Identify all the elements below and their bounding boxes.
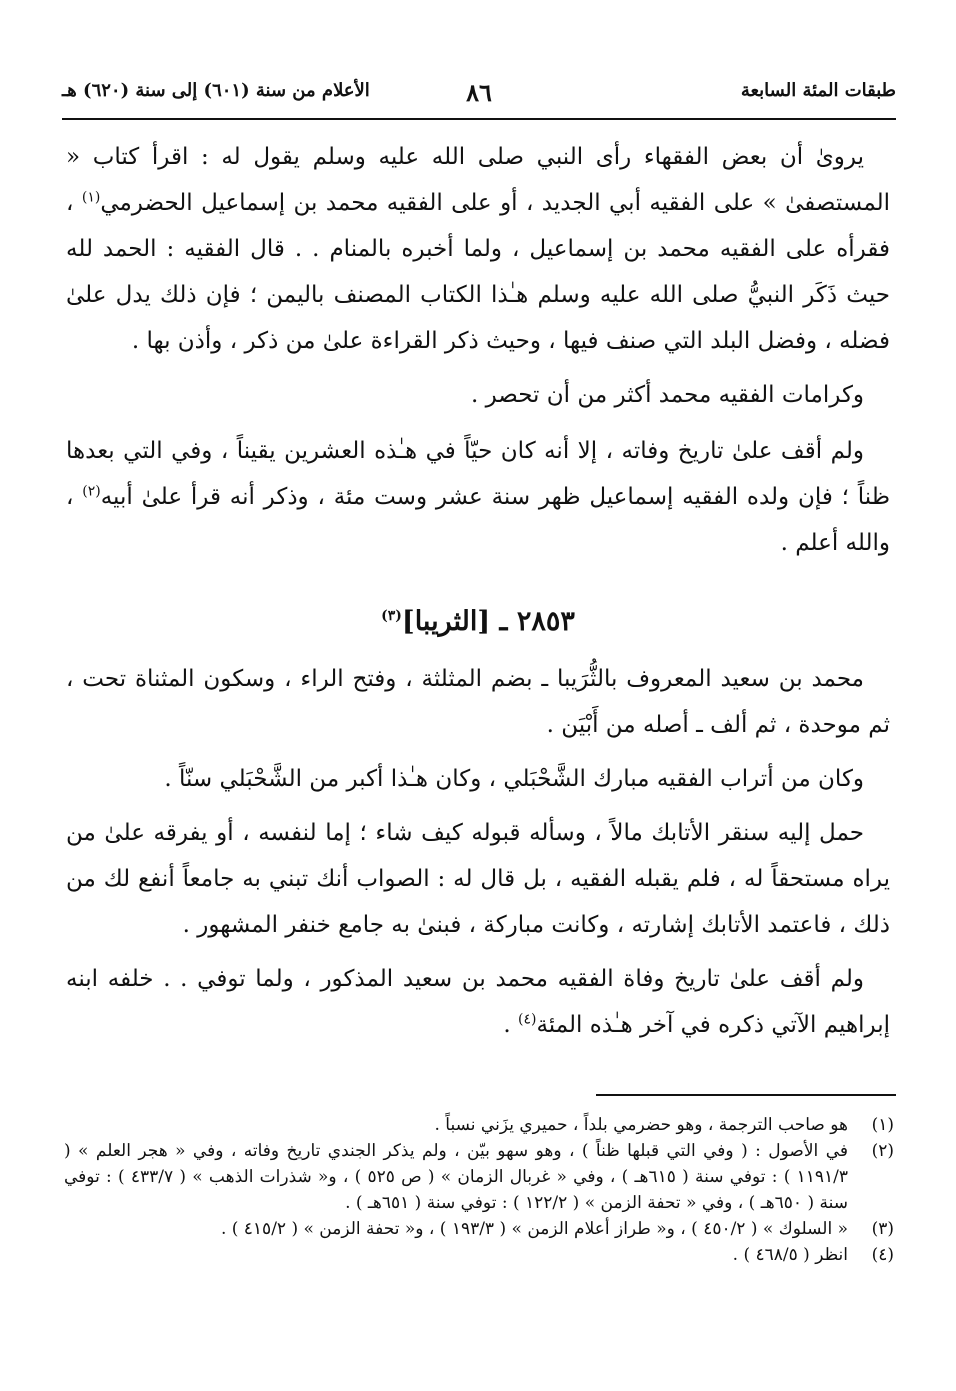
paragraph-mosque: حمل إليه سنقر الأتابك مالاً ، وسأله قبوله كيف شاء ؛ إما لنفسه ، أو يفرقه علىٰ من يراه مستحقاً له ، فلم يقبله الفقيه ، بل قال له : الصواب أنك تبني به جامعاً أنفع لك من ذلك ، فاعتمد الأتابك إشارته ، وكانت مباركة ، فبنىٰ به جامع خنفر المشهور . bbox=[66, 820, 890, 938]
header-rule bbox=[62, 118, 896, 120]
paragraph-text: ، والله أعلم . bbox=[66, 484, 890, 556]
paragraph-dream bbox=[66, 134, 890, 364]
paragraph-death-date bbox=[66, 428, 890, 566]
footnote-marker: (١) bbox=[81, 189, 101, 206]
footnotes bbox=[64, 1112, 894, 1268]
footnote-item bbox=[64, 1138, 894, 1216]
footnote-number: (٤) bbox=[871, 1245, 894, 1265]
footnote-number: (٢) bbox=[871, 1141, 894, 1161]
footnote-text: انظر ( ٤٦٨/٥ ) . bbox=[732, 1245, 848, 1265]
paragraph-peers: وكان من أتراب الفقيه مبارك الشَّحْبَلي ، وكان هـٰذا أكبر من الشَّحْبَلي سنّاً . bbox=[164, 766, 864, 792]
footnote-number: (١) bbox=[871, 1115, 894, 1135]
paragraph-text: ولم أقف علىٰ تاريخ وفاته ، إلا أنه كان حيّاً في هـٰذه العشرين يقيناً ، وفي التي بعدها ظناً ؛ فإن ولده الفقيه إسماعيل ظهر سنة عشر وست مئة ، وذكر أنه قرأ علىٰ أبيه bbox=[66, 438, 891, 510]
page-header bbox=[62, 76, 896, 114]
paragraph-succession bbox=[66, 956, 890, 1048]
paragraph-text: . bbox=[503, 1012, 518, 1038]
footnote-number: (٣) bbox=[871, 1219, 894, 1239]
paragraph-text: ، فقرأه على الفقيه محمد بن إسماعيل ، ولما أخبره بالمنام . . قال الفقيه : الحمد لله حيث ذَكَر النبيُّ صلى الله عليه وسلم هـٰذا الكتاب المصنف باليمن ؛ فإن ذلك يدل علىٰ فضله ، وفضل البلد التي صنف فيها ، وحيث ذكر القراءة علىٰ من ذكر ، وأذن بها . bbox=[66, 190, 890, 354]
footnote-rule bbox=[596, 1094, 896, 1096]
footnote-marker: (٤) bbox=[517, 1011, 537, 1028]
footnote-item bbox=[64, 1216, 894, 1242]
paragraph-text: يروىٰ أن بعض الفقهاء رأى النبي صلى الله عليه وسلم يقول له : اقرأ كتاب « المستصفىٰ » على الفقيه أبي الجديد ، أو على الفقيه محمد بن إسماعيل الحضرمي bbox=[66, 144, 891, 216]
page-number: ٨٦ bbox=[466, 78, 492, 107]
main-text bbox=[66, 134, 890, 1048]
entry-heading bbox=[66, 600, 890, 644]
paragraph-name: محمد بن سعيد المعروف بالثُّرَيبا ـ بضم المثلثة ، وفتح الراء ، وسكون المثناة تحت ، ثم موحدة ، ثم ألف ـ أصله من أَبْيَن . bbox=[66, 666, 890, 738]
footnote-item bbox=[64, 1242, 894, 1268]
entry-title: ٢٨٥٣ ـ [الثريبا] bbox=[401, 606, 575, 637]
running-title: الأعلام من سنة (٦٠١) إلى سنة (٦٢٠) هـ bbox=[62, 80, 370, 101]
footnote-marker: (٣) bbox=[381, 608, 402, 624]
paragraph-karamat: وكرامات الفقيه محمد أكثر من أن تحصر . bbox=[470, 382, 864, 408]
footnote-text: « السلوك » ( ٤٥٠/٢ ) ، و« طراز أعلام الزمن » ( ١٩٣/٣ ) ، و« تحفة الزمن » ( ٤١٥/٢ ) . bbox=[220, 1219, 848, 1239]
footnote-text: هو صاحب الترجمة ، وهو حضرمي بلداً ، حميري يزَني نسباً . bbox=[434, 1115, 848, 1135]
footnote-item bbox=[64, 1112, 894, 1138]
paragraph-text: ولم أقف علىٰ تاريخ وفاة الفقيه محمد بن سعيد المذكور ، ولما توفي . . خلفه ابنه إبراهيم الآتي ذكره في آخر هـٰذه المئة bbox=[66, 966, 890, 1038]
section-title: طبقات المئة السابعة bbox=[740, 80, 896, 101]
footnote-text: في الأصول : ( وفي التي قبلها ظناً ) ، وهو سهو بيّن ، ولم يذكر الجندي تاريخ وفاته ، وفي « هجر العلم » ( ١١٩١/٣ ) : توفي سنة ( ٦١٥هـ ) ، وفي « غربال الزمان » ( ص ٥٢٥ ) ، و« شذرات الذهب » ( ٤٣٣/٧ ) : توفي سنة ( ٦٥٠هـ ) ، وفي « تحفة الزمن » ( ١٢٢/٢ ) : توفي سنة ( ٦٥١هـ ) . bbox=[64, 1141, 848, 1213]
footnote-marker: (٢) bbox=[82, 483, 101, 500]
